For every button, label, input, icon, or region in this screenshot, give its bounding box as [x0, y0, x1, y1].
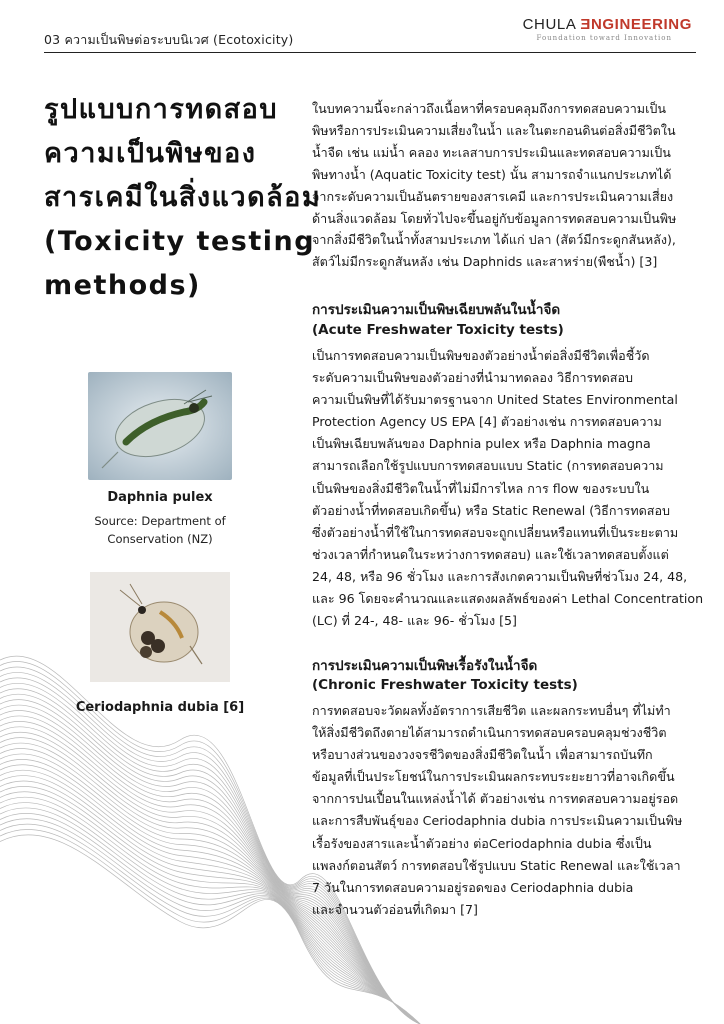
paragraph-line: หรือบางส่วนของวงจรชีวิตของสิ่งมีชีวิตในน้ำ เพื่อสามารถบันทึก — [312, 747, 653, 763]
paragraph-line: ระดับความเป็นพิษของตัวอย่างที่นำมาทดลอง วิธีการทดสอบ — [312, 370, 634, 386]
acute-heading-english: (Acute Freshwater Toxicity tests) — [312, 322, 564, 338]
title-line: สารเคมีในสิ่งแวดล้อม — [44, 182, 322, 213]
paragraph-line: จากสิ่งมีชีวิตในน้ำทั้งสามประเภท ได้แก่ ปลา (สัตว์มีกระดูกสันหลัง), — [312, 232, 676, 248]
paragraph-line: ด้านสิ่งแวดล้อม โดยทั่วไปจะขึ้นอยู่กับข้อมูลการทดสอบความเป็นพิษ — [312, 210, 677, 226]
caption-source-line: Conservation (NZ) — [107, 532, 213, 546]
intro-paragraph — [312, 98, 700, 273]
figure-caption-name: Daphnia pulex — [107, 490, 213, 505]
paragraph-line: Protection Agency US EPA [4] ตัวอย่างเช่น การทดสอบความ — [312, 414, 662, 430]
ceriodaphnia-dubia-photo — [90, 572, 230, 682]
paragraph-line: แพลงก์ตอนสัตว์ การทดสอบใช้รูปแบบ Static Renewal และใช้เวลา — [312, 857, 681, 873]
paragraph-line: การทดสอบจะวัดผลทั้งอัตราการเสียชีวิต และผลกระทบอื่นๆ ที่ไม่ทำ — [312, 703, 671, 718]
brand-name — [523, 16, 692, 33]
paragraph-line: 7 วันในการทดสอบความอยู่รอดของ Ceriodaphnia dubia — [312, 879, 634, 895]
title-line: ความเป็นพิษของ — [44, 138, 257, 169]
paragraph-line: น้ำจืด เช่น แม่น้ำ คลอง ทะเลสาบการประเมินและทดสอบความเป็น — [312, 144, 671, 160]
section-label: 03 ความเป็นพิษต่อระบบนิเวศ (Ecotoxicity) — [44, 32, 294, 47]
paragraph-line: ให้สิ่งมีชีวิตถึงตายได้สามารถดำเนินการทดสอบครอบคลุมช่วงชีวิต — [312, 725, 667, 741]
caption-source-line: Source: Department of — [94, 514, 226, 528]
brand-logo — [523, 16, 692, 42]
figure-caption-name: Ceriodaphnia dubia [6] — [75, 700, 245, 715]
paragraph-line: ในบทความนี้จะกล่าวถึงเนื้อหาที่ครอบคลุมถึงการทดสอบความเป็น — [312, 101, 667, 116]
chronic-heading-english: (Chronic Freshwater Toxicity tests) — [312, 677, 578, 693]
page-title — [44, 88, 322, 308]
paragraph-line: ซึ่งตัวอย่างน้ำที่ใช้ในการทดสอบจะถูกเปลี่ยนหรือแทนที่เป็นระยะตาม — [312, 524, 679, 540]
paragraph-line: และจำนวนตัวอ่อนที่เกิดมา [7] — [312, 901, 478, 917]
paragraph-line: เป็นการทดสอบความเป็นพิษของตัวอย่างน้ำต่อสิ่งมีชีวิตเพื่อชี้วัด — [312, 348, 650, 363]
paragraph-line: จากการปนเปื้อนในแหล่งน้ำได้ ตัวอย่างเช่น การทดสอบความอยู่รอด — [312, 791, 679, 807]
paragraph-line: พิษทางน้ำ (Aquatic Toxicity test) นั้น สามารถจำแนกประเภทได้ — [312, 166, 672, 182]
chronic-paragraph — [312, 700, 700, 921]
acute-heading-thai: การประเมินความเป็นพิษเฉียบพลันในน้ำจืด — [312, 302, 561, 318]
paragraph-line: ข้อมูลที่เป็นประโยชน์ในการประเมินผลกระทบระยะยาวที่อาจเกิดขึ้น — [312, 769, 675, 785]
header-divider — [44, 52, 696, 53]
title-line: methods) — [44, 270, 201, 301]
brand-name-engineering: ƎNGINEERING — [580, 16, 692, 33]
paragraph-line: ความเป็นพิษที่ได้รับมาตรฐานจาก United States Environmental — [312, 392, 678, 408]
daphnia-pulex-photo — [88, 372, 232, 480]
paragraph-line: จากระดับความเป็นอันตรายของสารเคมี และการประเมินความเสี่ยง — [312, 188, 674, 204]
paragraph-line: เป็นพิษเฉียบพลันของ Daphnia pulex หรือ Daphnia magna — [312, 436, 651, 452]
chronic-heading-thai: การประเมินความเป็นพิษเรื้อรังในน้ำจืด — [312, 658, 538, 674]
paragraph-line: ช่วงเวลาที่กำหนดในระหว่างการทดสอบ) และใช้เวลาทดสอบตั้งแต่ — [312, 546, 669, 562]
paragraph-line: (LC) ที่ 24-, 48- และ 96- ชั่วโมง [5] — [312, 613, 517, 629]
paragraph-line: เรื้อรังของสารและน้ำตัวอย่าง ต่อCeriodaphnia dubia ซึ่งเป็น — [312, 835, 652, 851]
paragraph-line: และการสืบพันธุ์ของ Ceriodaphnia dubia การประเมินความเป็นพิษ — [312, 813, 683, 829]
paragraph-line: ตัวอย่างน้ำที่ทดสอบเกิดขึ้น) หรือ Static Renewal (วิธีการทดสอบ — [312, 502, 671, 518]
paragraph-line: สัตว์ไม่มีกระดูกสันหลัง เช่น Daphnids และสาหร่าย(พืชน้ำ) [3] — [312, 254, 658, 270]
paragraph-line: พิษหรือการประเมินความเสี่ยงในน้ำ และในตะกอนดินต่อสิ่งมีชีวิตใน — [312, 122, 676, 138]
paragraph-line: และ 96 โดยจะคำนวณและแสดงผลลัพธ์ของค่า Lethal Concentration — [312, 591, 704, 607]
paragraph-line: 24, 48, หรือ 96 ชั่วโมง และการสังเกตความเป็นพิษที่ช่วโมง 24, 48, — [312, 568, 688, 584]
paragraph-line: สามารถเลือกใช้รูปแบบการทดสอบแบบ Static (การทดสอบความ — [312, 458, 664, 474]
brand-name-chula: CHULA — [522, 16, 581, 33]
acute-paragraph — [312, 345, 704, 632]
title-line: รูปแบบการทดสอบ — [44, 94, 278, 125]
page-header — [0, 0, 724, 56]
paragraph-line: เป็นพิษของสิ่งมีชีวิตในน้ำที่ไม่มีการไหล การ flow ของระบบใน — [312, 480, 650, 496]
figure-caption-source — [40, 512, 280, 548]
brand-tagline: Foundation toward Innovation — [536, 34, 672, 42]
title-line: (Toxicity testing — [44, 226, 316, 257]
